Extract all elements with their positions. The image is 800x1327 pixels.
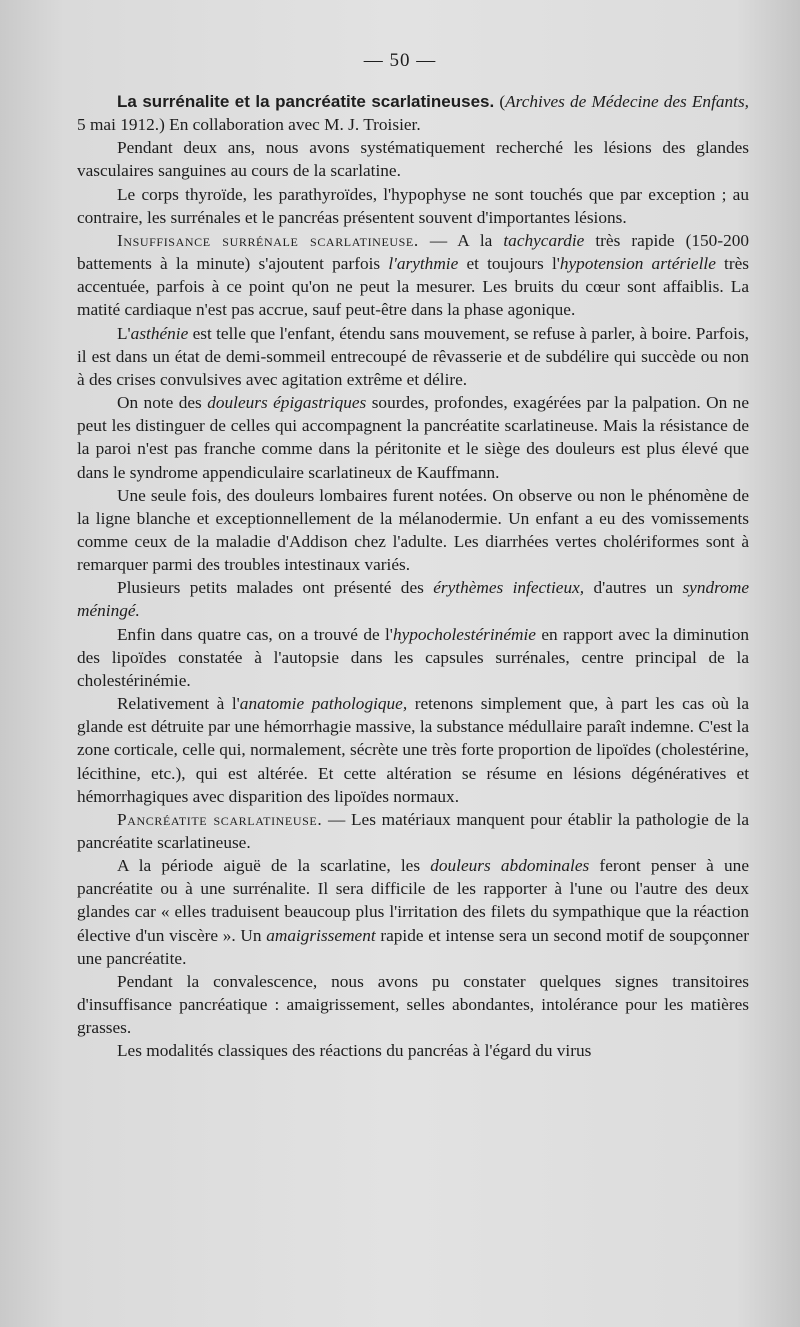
- paragraph: [77, 90, 749, 136]
- text-run: 5 mai 1912.) En collaboration avec M. J. Troisier.: [77, 115, 421, 135]
- text-run: d'autres un: [584, 578, 683, 598]
- paragraph: [77, 136, 749, 182]
- body-text: [77, 90, 749, 1063]
- paragraph: [77, 808, 749, 854]
- text-run: hypocholestérinémie: [392, 624, 536, 644]
- text-run: Archives de Médecine des Enfants,: [505, 92, 750, 111]
- paragraph: [77, 623, 749, 692]
- section-heading: Insuffisance surrénale scarlatineuse.: [117, 230, 419, 250]
- paragraph: [77, 391, 749, 484]
- paragraph: [77, 183, 749, 229]
- text-run: Enfin dans quatre cas, on a trouvé de l': [117, 624, 393, 644]
- text-run: érythèmes infectieux,: [433, 578, 585, 598]
- text-run: — A la: [418, 230, 504, 250]
- paragraph: [77, 576, 749, 622]
- section-heading: Pancréatite scarlatineuse.: [117, 809, 323, 829]
- paragraph: [77, 854, 749, 970]
- paragraph: [77, 322, 749, 391]
- paragraph: [77, 970, 749, 1039]
- text-run: Les modalités classiques des réactions du pancréas à l'égard du virus: [117, 1041, 592, 1061]
- text-run: Le corps thyroïde, les parathyroïdes, l'hypophyse ne sont touchés que par exception ; au contraire, les surrénales et le pancréas présentent souvent d'importantes lésions.: [77, 184, 749, 227]
- paragraph: [77, 484, 749, 577]
- text-run: douleurs abdominales: [430, 856, 590, 876]
- text-run: l'arythmie: [388, 254, 459, 274]
- text-run: est telle que l'enfant, étendu sans mouvement, se refuse à parler, à boire. Parfois, il est dans un état de demi-sommeil entrecoupé de rêvasserie et de subdélire qui succède ou non à des crises convulsives avec agitation extrême et délire.: [77, 323, 749, 389]
- text-run: et toujours l': [458, 254, 560, 274]
- paragraph: [77, 229, 749, 322]
- text-run: asthénie: [130, 323, 189, 343]
- text-run: — Les matériaux manquent pour établir la pathologie de la pancréatite scarlatineuse.: [77, 809, 749, 852]
- text-run: très accentuée, parfois à ce point qu'on ne peut la mesurer. Les bruits du cœur sont affaiblis. La matité cardiaque n'est pas accrue, sauf peut-être dans la phase agonique.: [77, 254, 749, 320]
- text-run: amaigrissement: [266, 925, 376, 945]
- text-run: Relativement à l': [117, 694, 240, 714]
- text-run: très rapide (150-200 battements à la minute) s'ajoutent parfois: [77, 230, 749, 274]
- text-run: syndrome méningé.: [77, 578, 749, 621]
- text-run: retenons simplement que, à part les cas où la glande est détruite par une hémorrhagie massive, la substance médullaire paraît indemne. C'est la zone corticale, celle qui, normalement, sécrète une très forte proportion de lipoïdes (cholestérine, lécithine, etc.), qui est altérée. Et cette altération se résume en lésions dégénératives et hémorrhagiques avec disparition des lipoïdes normaux.: [77, 694, 749, 806]
- page-number: — 50 —: [363, 50, 437, 71]
- paragraph: [77, 692, 749, 808]
- text-run: sourdes, profondes, exagérées par la palpation. On ne peut les distinguer de celles qui accompagnent la pancréatite scarlatineuse. Mais la résistance de la paroi n'est pas franche comme dans la péritonite et le siège des douleurs est plus élevé que dans le syndrome appendiculaire scarlatineux de Kauffmann.: [77, 393, 749, 482]
- text-run: feront penser à une pancréatite ou à une surrénalite. Il sera difficile de les rapporter à l'une ou l'autre des deux glandes car « elles traduisent beaucoup plus l'irritation des filets du sympathique que la réaction élective d'un viscère ». Un: [77, 856, 749, 945]
- text-run: Plusieurs petits malades ont présenté des: [117, 578, 434, 598]
- text-run: douleurs épigastriques: [207, 393, 367, 413]
- text-run: anatomie pathologique,: [239, 694, 408, 714]
- text-run: rapide et intense sera un second motif de soupçonner une pancréatite.: [77, 925, 749, 968]
- text-run: A la période aiguë de la scarlatine, les: [117, 856, 431, 876]
- text-run: (: [494, 92, 506, 111]
- text-run: hypotension artérielle: [559, 254, 716, 274]
- paragraph: [77, 1039, 749, 1062]
- article-title: La surrénalite et la pancréatite scarlatineuses.: [117, 92, 495, 111]
- text-run: Pendant la convalescence, nous avons pu constater quelques signes transitoires d'insuffisance pancréatique : amaigrissement, selles abondantes, intolérance pour les matières grasses.: [77, 971, 749, 1038]
- text-run: en rapport avec la diminution des lipoïdes constatée à l'autopsie dans les capsules surrénales, centre principal de la cholestérinémie.: [77, 624, 749, 690]
- text-run: tachycardie: [503, 230, 585, 250]
- text-run: Pendant deux ans, nous avons systématiquement recherché les lésions des glandes vasculaires sanguines au cours de la scarlatine.: [77, 138, 749, 181]
- text-run: Une seule fois, des douleurs lombaires furent notées. On observe ou non le phénomène de la ligne blanche et exceptionnellement de la mélanodermie. Un enfant a eu des vomissements comme ceux de la maladie d'Addison chez l'adulte. Les diarrhées vertes cholériformes sont à remarquer parmi des troubles intestinaux variés.: [77, 485, 749, 575]
- text-run: On note des: [117, 393, 208, 413]
- text-run: L': [117, 323, 131, 343]
